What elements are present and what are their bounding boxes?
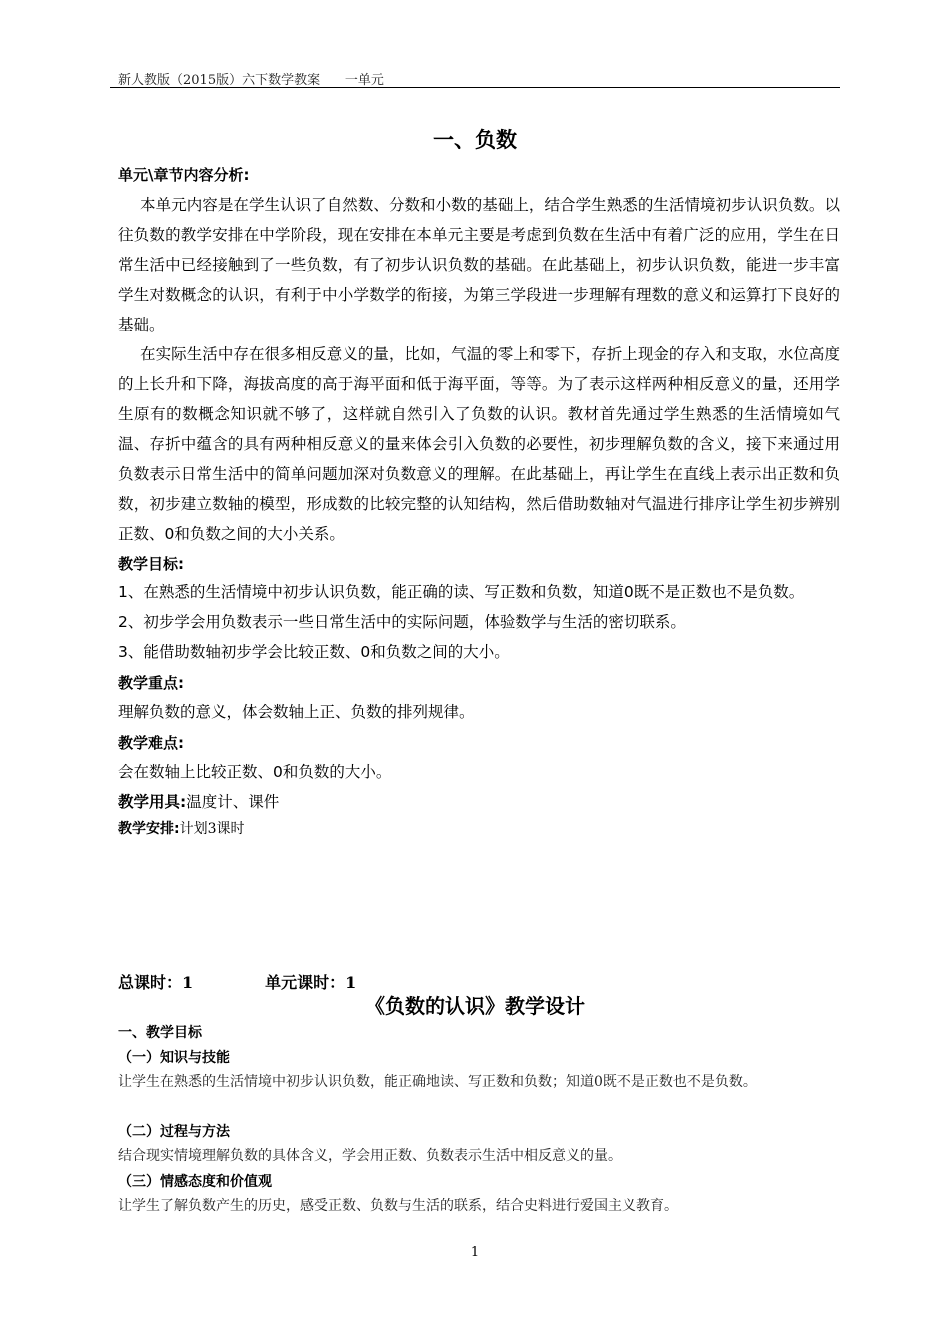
analysis-paragraph-1-text: 本单元内容是在学生认识了自然数、分数和小数的基础上，结合学生熟悉的生活情境初步认识负数。以往负数的教学安排在中学阶段，现在安排在本单元主要是考虑到负数在生活中有着广泛的应用，学生在日常生活中已经接触到了一些负数，有了初步认识负数的基础。在此基础上，初步认识负数，能进一步丰富学生对数概念的认识，有利于中小学数学的衔接，为第三学段进一步理解有理数的意义和运算打下良好的基础。 xyxy=(118,196,840,334)
page-header: 新人教版（2015版）六下数学教案 一单元 xyxy=(118,73,384,88)
unit-hours: 单元课时：1 xyxy=(265,973,357,992)
teaching-tools xyxy=(118,790,279,812)
tools-label: 教学用具: xyxy=(118,793,187,811)
difficulty-label: 教学难点: xyxy=(118,734,184,752)
schedule-label: 教学安排: xyxy=(118,821,180,837)
tools-text: 温度计、课件 xyxy=(186,793,280,811)
unit-title: 一、负数 xyxy=(433,128,517,152)
goals-label: 教学目标: xyxy=(118,555,184,573)
page-number: 1 xyxy=(470,1245,480,1260)
goal-item-2: 2、初步学会用负数表示一些日常生活中的实际问题，体验数学与生活的密切联系。 xyxy=(118,613,686,631)
analysis-paragraph-1 xyxy=(118,190,840,340)
subsection-process-heading: （二）过程与方法 xyxy=(118,1124,230,1140)
schedule-text: 计划3课时 xyxy=(179,821,245,837)
subsection-values-heading: （三）情感态度和价值观 xyxy=(118,1174,272,1190)
section-goals-heading: 一、教学目标 xyxy=(118,1025,202,1041)
subsection-process-text: 结合现实情境理解负数的具体含义，学会用正数、负数表示生活中相反意义的量。 xyxy=(118,1148,622,1164)
difficulty-text: 会在数轴上比较正数、0和负数的大小。 xyxy=(118,763,392,781)
lesson-title: 《负数的认识》教学设计 xyxy=(365,994,585,1018)
subsection-values-text: 让学生了解负数产生的历史，感受正数、负数与生活的联系，结合史料进行爱国主义教育。 xyxy=(118,1198,678,1214)
teaching-schedule xyxy=(118,818,245,838)
key-point-label: 教学重点: xyxy=(118,674,184,692)
analysis-paragraph-2-text: 在实际生活中存在很多相反意义的量，比如，气温的零上和零下，存折上现金的存入和支取，水位高度的上长升和下降，海拔高度的高于海平面和低于海平面，等等。为了表示这样两种相反意义的量，还用学生原有的数概念知识就不够了，这样就自然引入了负数的认识。教材首先通过学生熟悉的生活情境如气温、存折中蕴含的具有两种相反意义的量来体会引入负数的必要性，初步理解负数的含义，接下来通过用负数表示日常生活中的简单问题加深对负数意义的理解。在此基础上，再让学生在直线上表示出正数和负数，初步建立数轴的模型，形成数的比较完整的认知结构，然后借助数轴对气温进行排序让学生初步辨别正数、0和负数之间的大小关系。 xyxy=(118,345,840,543)
header-divider xyxy=(110,87,840,88)
total-hours: 总课时：1 xyxy=(118,973,194,992)
key-point-text: 理解负数的意义，体会数轴上正、负数的排列规律。 xyxy=(118,703,475,721)
subsection-knowledge-heading: （一）知识与技能 xyxy=(118,1050,230,1066)
goal-item-1: 1、在熟悉的生活情境中初步认识负数，能正确的读、写正数和负数，知道0既不是正数也不是负数。 xyxy=(118,583,805,601)
goal-item-3: 3、能借助数轴初步学会比较正数、0和负数之间的大小。 xyxy=(118,643,510,661)
subsection-knowledge-text: 让学生在熟悉的生活情境中初步认识负数，能正确地读、写正数和负数；知道0既不是正数也不是负数。 xyxy=(118,1074,757,1090)
analysis-label: 单元\章节内容分析: xyxy=(118,166,250,184)
analysis-paragraph-2 xyxy=(118,339,840,549)
